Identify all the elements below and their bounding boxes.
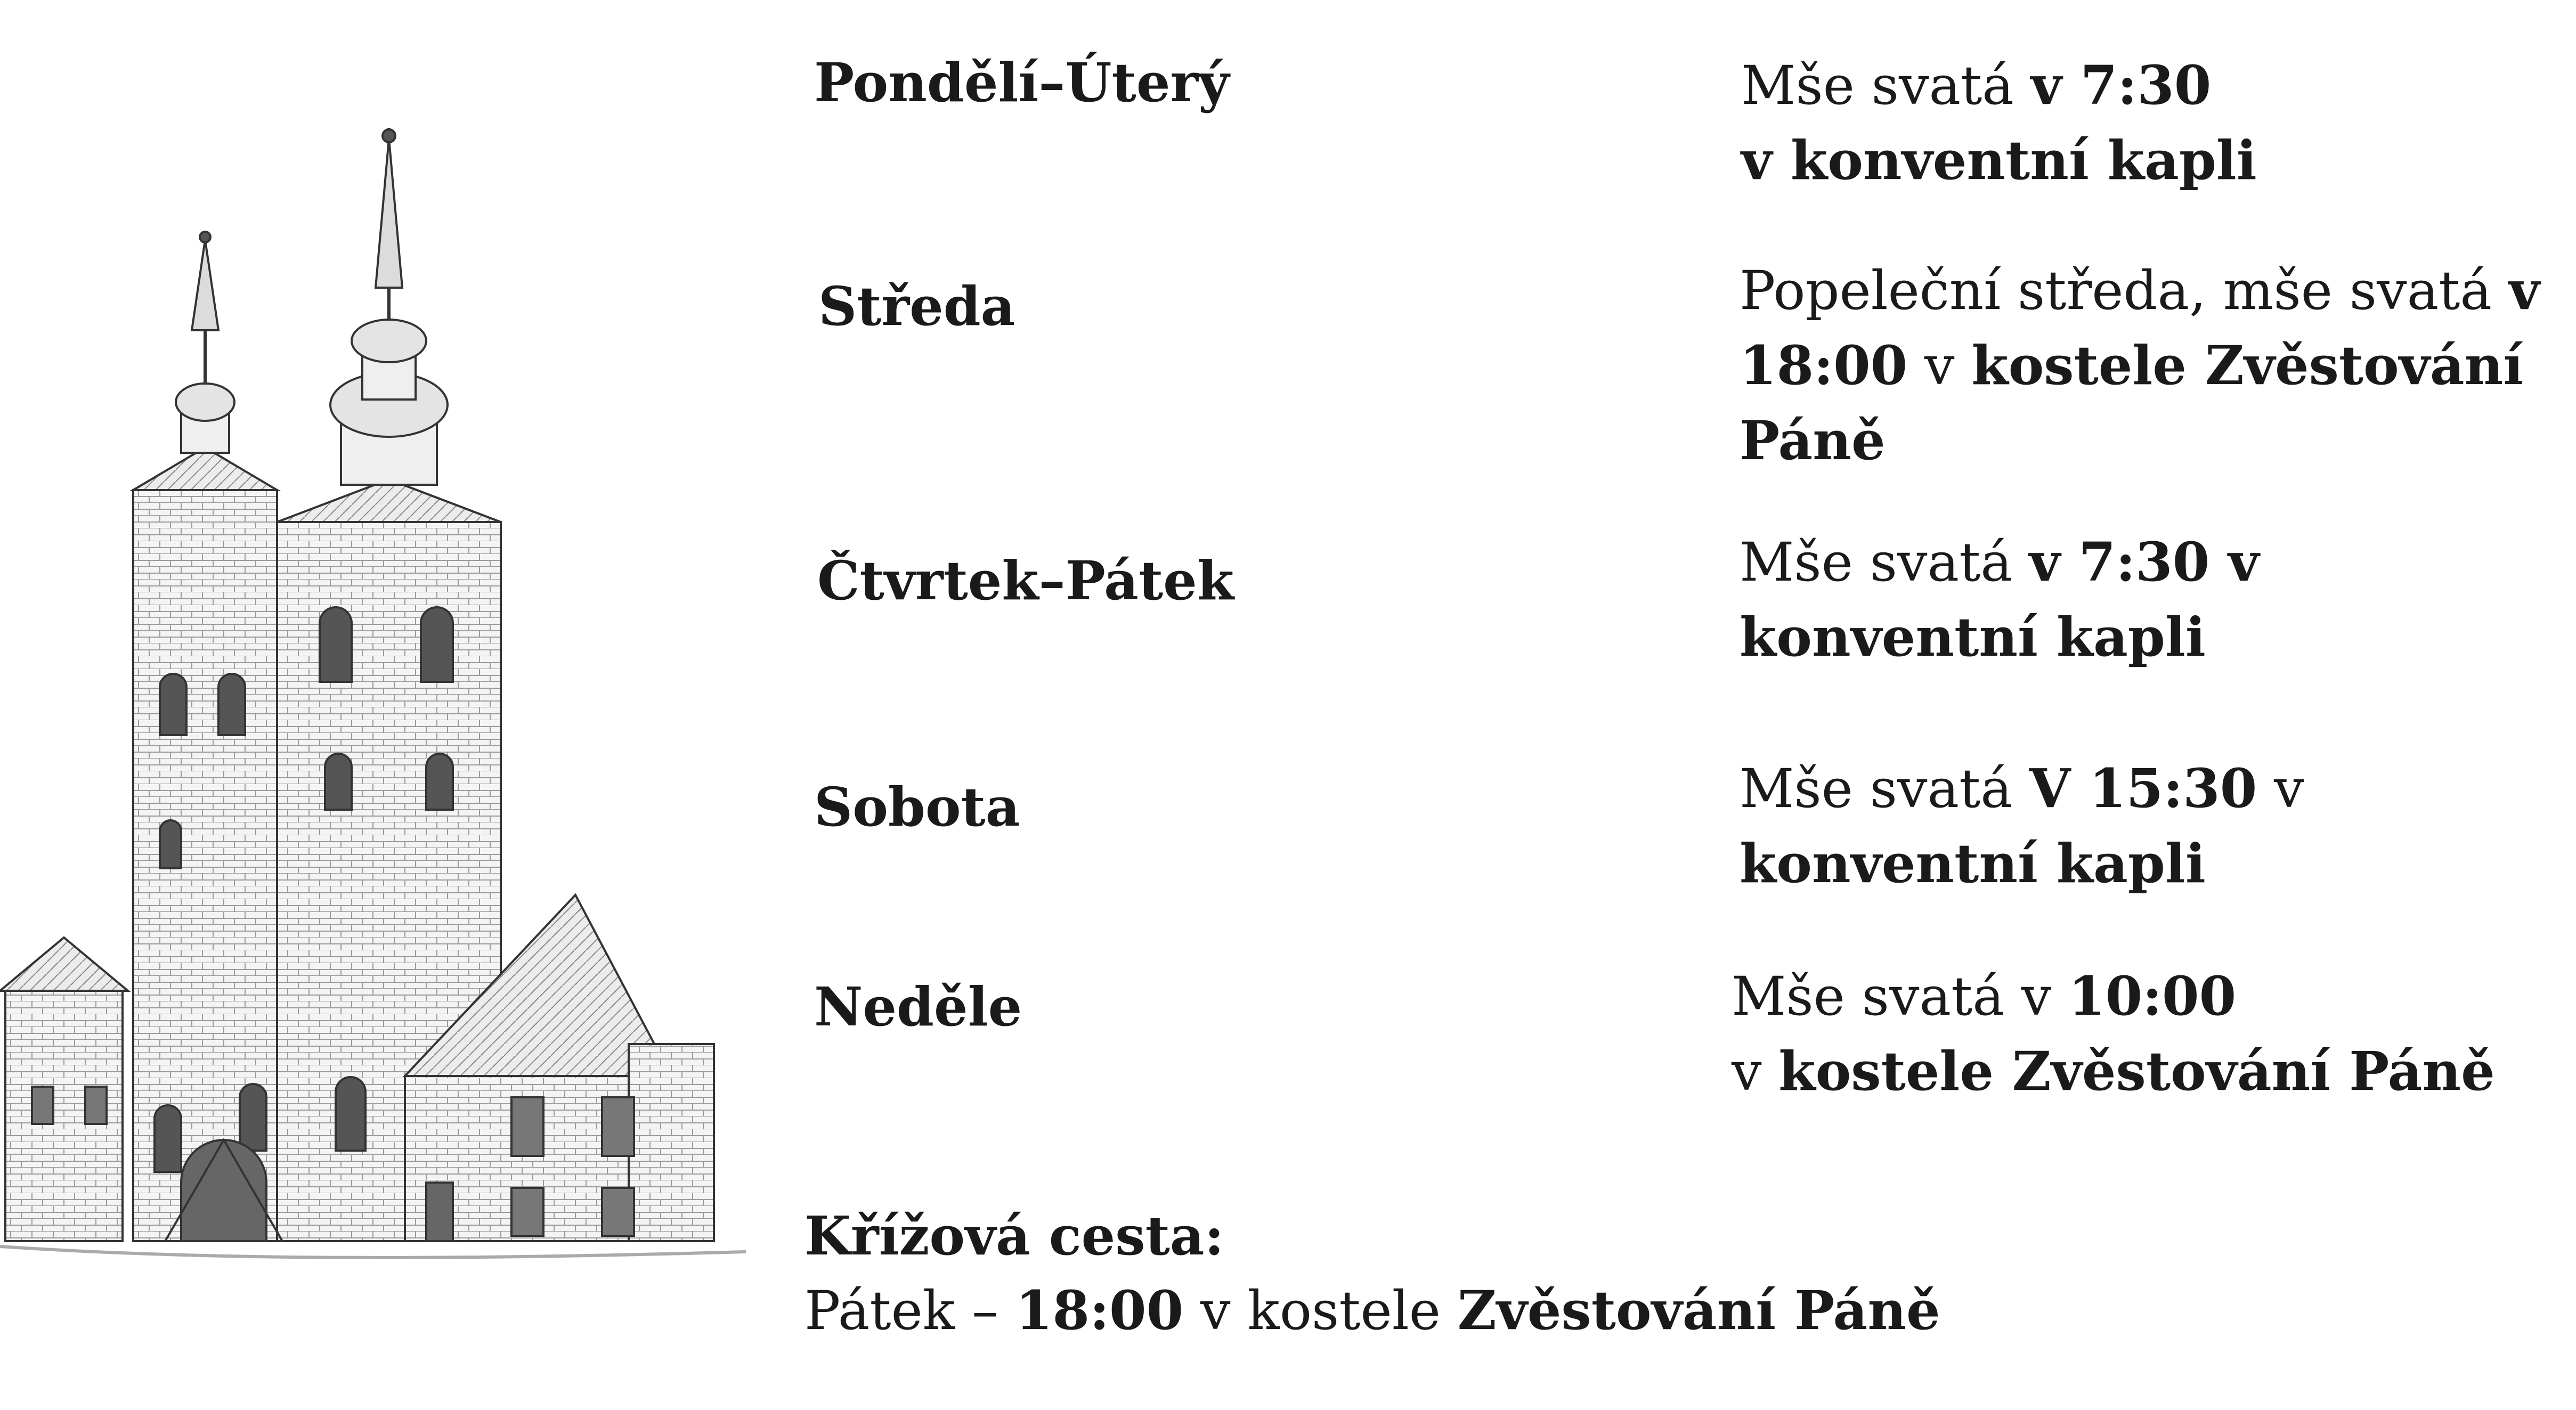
mass-time-monday-tuesday: [1741, 48, 2257, 198]
text-segment: konventní kapli: [1740, 606, 2206, 669]
mass-line: [1740, 600, 2259, 675]
way-of-cross-time: [805, 1273, 1940, 1348]
mass-line: [1741, 123, 2257, 198]
text-segment: v kostele: [1183, 1279, 1458, 1342]
mass-line: [1732, 959, 2495, 1034]
text-segment: Mše svatá: [1740, 757, 2029, 820]
text-segment: 18:00: [1740, 334, 1908, 397]
mass-line: [1741, 48, 2257, 123]
day-label-wednesday: Středa: [818, 275, 1015, 338]
mass-line: [1740, 525, 2259, 600]
text-segment: v 7:30 v: [2029, 531, 2260, 593]
text-segment: v: [2257, 757, 2304, 820]
mass-line: [1740, 826, 2304, 901]
text-segment: Páně: [1740, 409, 1886, 472]
text-segment: Popeleční středa, mše svatá: [1740, 259, 2509, 322]
text-segment: Mše svatá: [1741, 54, 2031, 117]
mass-time-thursday-friday: [1740, 525, 2259, 675]
text-segment: v: [2508, 259, 2540, 322]
text-segment: Mše svatá: [1740, 531, 2029, 593]
way-of-cross: [805, 1199, 1940, 1348]
text-segment: Mše svatá v: [1732, 965, 2068, 1028]
mass-time-sunday: [1732, 959, 2495, 1109]
text-segment: V 15:30: [2029, 757, 2257, 820]
text-segment: v: [1732, 1040, 1779, 1103]
day-label-saturday: Sobota: [814, 776, 1020, 838]
mass-line: [1740, 328, 2540, 403]
mass-time-saturday: [1740, 751, 2304, 901]
day-label-monday-tuesday: Pondělí–Úterý: [814, 51, 1230, 114]
text-segment: 10:00: [2068, 965, 2237, 1028]
day-label-sunday: Neděle: [814, 975, 1022, 1038]
text-segment: 18:00: [1015, 1279, 1184, 1342]
text-segment: v konventní kapli: [1741, 129, 2257, 192]
text-segment: v: [1907, 335, 1972, 397]
text-segment: konventní kapli: [1740, 832, 2206, 895]
mass-line: [1740, 253, 2540, 328]
way-of-cross-title: Křížová cesta:: [805, 1204, 1224, 1267]
mass-line: [1740, 751, 2304, 826]
mass-time-wednesday: [1740, 253, 2540, 478]
text-segment: Pátek –: [805, 1279, 1015, 1342]
mass-line: [1740, 403, 2540, 478]
day-label-thursday-friday: Čtvrtek–Pátek: [817, 549, 1234, 612]
mass-line: [1732, 1034, 2495, 1109]
text-segment: kostele Zvěstování Páně: [1778, 1040, 2495, 1103]
church-illustration: [0, 107, 757, 1294]
text-segment: v 7:30: [2030, 54, 2212, 117]
text-segment: kostele Zvěstování: [1971, 334, 2524, 397]
text-segment: Zvěstování Páně: [1457, 1279, 1940, 1342]
